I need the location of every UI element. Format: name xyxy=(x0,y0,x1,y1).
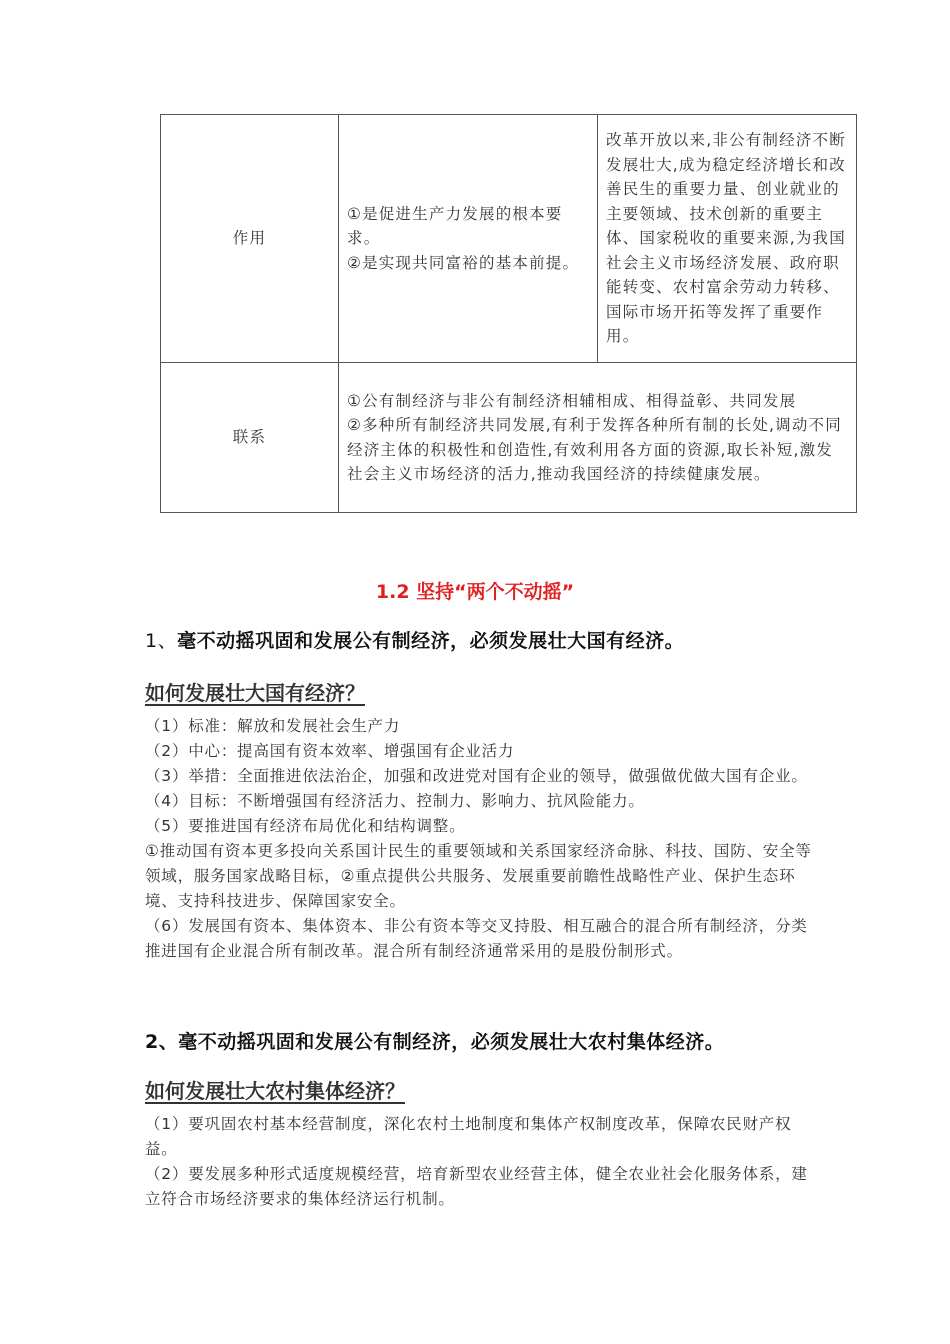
q2-item-1: （1）要巩固农村基本经营制度，深化农村土地制度和集体产权制度改革，保障农民财产权益。 xyxy=(145,1115,792,1158)
role-point-1: ①是促进生产力发展的根本要求。 xyxy=(347,204,563,248)
table-row-role xyxy=(161,115,857,363)
point-1-number: 1、 xyxy=(145,630,178,652)
section-title: 1.2 坚持“两个不动摇” xyxy=(375,581,575,603)
row-label-relation: 联系 xyxy=(161,363,339,513)
point-1-heading xyxy=(145,626,684,653)
question-1-heading: 如何发展壮大国有经济？ xyxy=(145,681,365,705)
q1-item-6: ①推动国有资本更多投向关系国计民生的重要领域和关系国家经济命脉、科技、国防、安全等领域，服务国家战略目标，②重点提供公共服务、发展重要前瞻性战略性产业、保护生态环境、支持科技进步、保障国家安全。 xyxy=(145,842,812,910)
role-point-2: ②是实现共同富裕的基本前提。 xyxy=(347,253,580,272)
table-row-relation xyxy=(161,363,857,513)
relation-point-2: ②多种所有制经济共同发展,有利于发挥各种所有制的长处,调动不同经济主体的积极性和创造性,有效利用各方面的资源,取长补短,激发社会主义市场经济的活力,推动我国经济的持续健康发展。 xyxy=(347,416,842,483)
point-1-text: 毫不动摇巩固和发展公有制经济，必须发展壮大国有经济。 xyxy=(177,630,685,652)
relation-point-1: ①公有制经济与非公有制经济相辅相成、相得益彰、共同发展 xyxy=(347,391,797,410)
point-2-heading: 2、毫不动摇巩固和发展公有制经济，必须发展壮大农村集体经济。 xyxy=(145,1031,725,1053)
q1-item-1: （1）标准：解放和发展社会生产力 xyxy=(145,717,401,735)
public-ownership-role-cell xyxy=(339,115,598,363)
non-public-ownership-role-cell: 改革开放以来,非公有制经济不断发展壮大,成为稳定经济增长和改善民生的重要力量、创业就业的主要领域、技术创新的重要主体、国家税收的重要来源,为我国社会主义市场经济发展、政府职能转变、农村富余劳动力转移、国际市场开拓等发挥了重要作用。 xyxy=(598,115,857,363)
question-2-list xyxy=(145,1112,815,1212)
q1-item-3: （3）举措：全面推进依法治企，加强和改进党对国有企业的领导，做强做优做大国有企业。 xyxy=(145,767,808,785)
question-2-heading: 如何发展壮大农村集体经济？ xyxy=(145,1079,405,1103)
question-1-list xyxy=(145,714,815,964)
relation-cell xyxy=(339,363,857,513)
q1-item-5: （5）要推进国有经济布局优化和结构调整。 xyxy=(145,817,466,835)
q1-item-4: （4）目标：不断增强国有经济活力、控制力、影响力、抗风险能力。 xyxy=(145,792,645,810)
q1-item-7: （6）发展国有资本、集体资本、非公有资本等交叉持股、相互融合的混合所有制经济，分类推进国有企业混合所有制改革。混合所有制经济通常采用的是股份制形式。 xyxy=(145,917,808,960)
q1-item-2: （2）中心：提高国有资本效率、增强国有企业活力 xyxy=(145,742,515,760)
comparison-table xyxy=(160,114,857,513)
row-label-role: 作用 xyxy=(161,115,339,363)
q2-item-2: （2）要发展多种形式适度规模经营，培育新型农业经营主体，健全农业社会化服务体系，建立符合市场经济要求的集体经济运行机制。 xyxy=(145,1165,808,1208)
